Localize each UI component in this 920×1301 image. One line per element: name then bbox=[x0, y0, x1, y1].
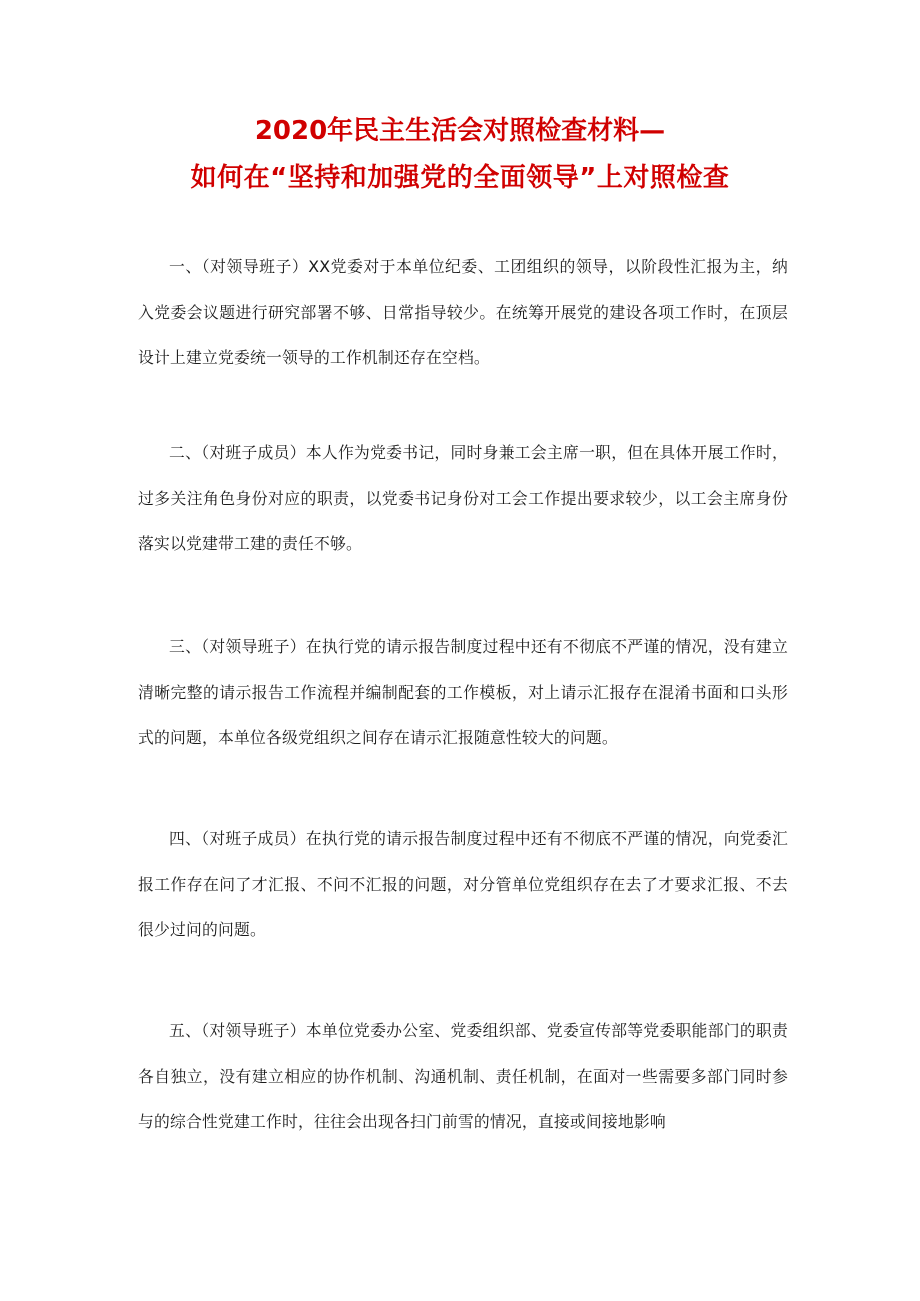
paragraph-4: 四、（对班子成员）在执行党的请示报告制度过程中还有不彻底不严谨的情况，向党委汇报工作存在问了才汇报、不问不汇报的问题，对分管单位党组织存在去了才要求汇报、不去很少过问的问题。 bbox=[138, 829, 788, 939]
document-title-line-2: 如何在“坚持和加强党的全面领导”上对照检查 bbox=[190, 163, 730, 193]
paragraph-2: 二、（对班子成员）本人作为党委书记，同时身兼工会主席一职，但在具体开展工作时，过多关注角色身份对应的职责，以党委书记身份对工会工作提出要求较少，以工会主席身份落实以党建带工建的责任不够。 bbox=[138, 443, 788, 553]
paragraph-5: 五、（对领导班子）本单位党委办公室、党委组织部、党委宣传部等党委职能部门的职责各自独立，没有建立相应的协作机制、沟通机制、责任机制，在面对一些需要多部门同时参与的综合性党建工作时，往往会出现各扫门前雪的情况，直接或间接地影响 bbox=[138, 1021, 788, 1131]
document-title-line-1: 2020年民主生活会对照检查材料— bbox=[254, 116, 666, 146]
paragraph-1: 一、（对领导班子）XX党委对于本单位纪委、工团组织的领导，以阶段性汇报为主，纳入党委会议题进行研究部署不够、日常指导较少。在统筹开展党的建设各项工作时，在顶层设计上建立党委统一领导的工作机制还存在空档。 bbox=[138, 257, 788, 367]
paragraph-3: 三、（对领导班子）在执行党的请示报告制度过程中还有不彻底不严谨的情况，没有建立清晰完整的请示报告工作流程并编制配套的工作模板，对上请示汇报存在混淆书面和口头形式的问题，本单位各级党组织之间存在请示汇报随意性较大的问题。 bbox=[138, 637, 788, 747]
